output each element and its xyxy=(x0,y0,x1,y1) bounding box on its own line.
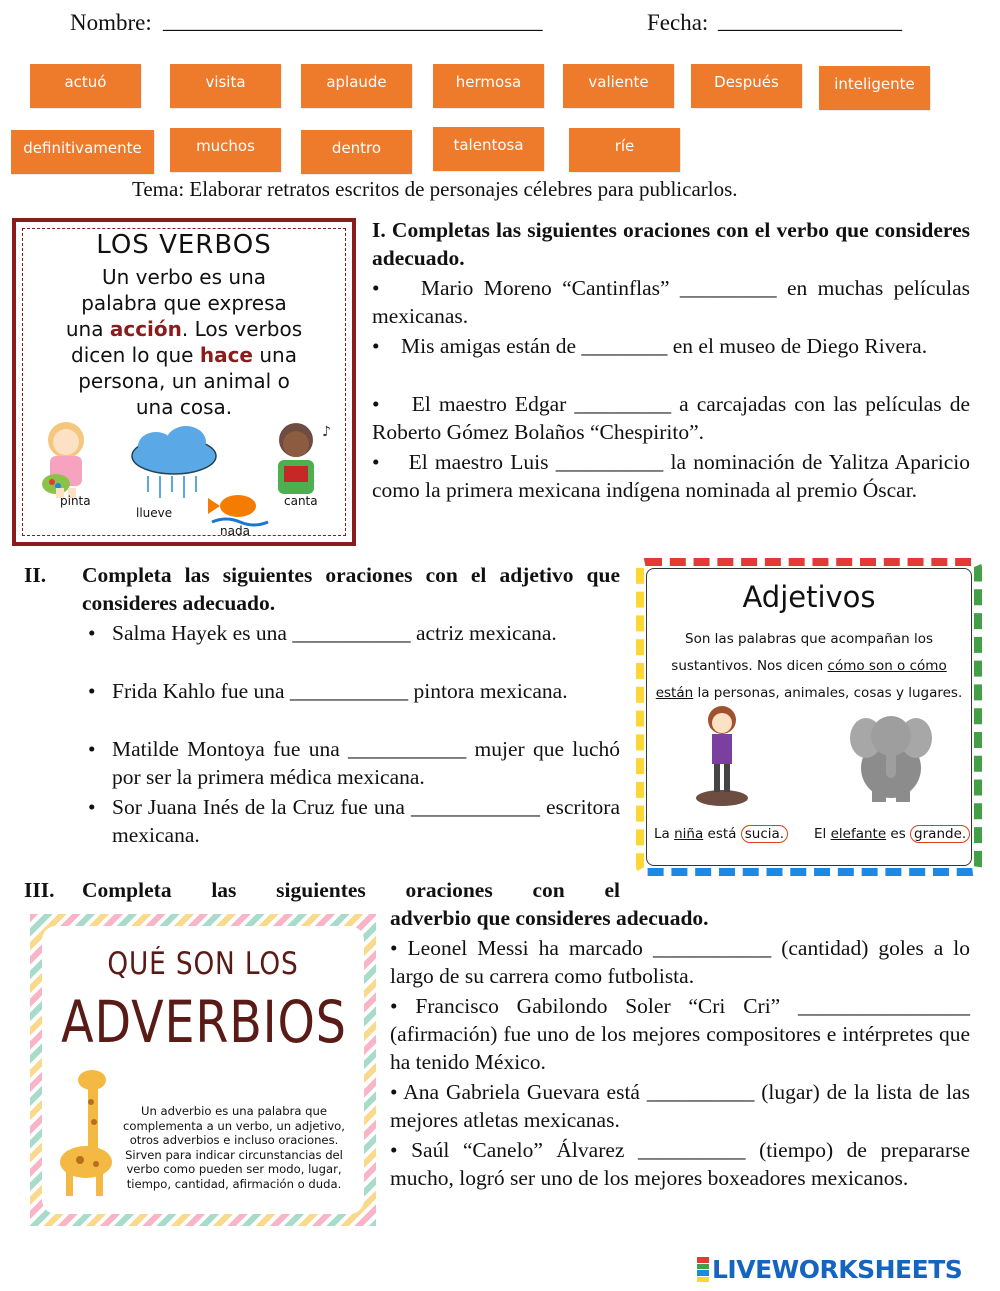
word-tag[interactable]: hermosa xyxy=(433,64,544,108)
adverbios-definition: Un adverbio es una palabra que complementa a un verbo, un adjetivo, otros adverbios e incluso oraciones. Sirven para indicar circunstancias del verbo como pueden ser modo, lugar, tiempo, cantidad, afirmación o duda. xyxy=(123,1104,345,1191)
word-tag[interactable]: definitivamente xyxy=(11,130,154,174)
section1-item: • Mario Moreno “Cantinflas” _________ en muchas películas mexicanas. xyxy=(372,276,971,328)
answer-blank[interactable]: ____________ xyxy=(410,795,540,819)
adjetivos-title: Adjetivos xyxy=(742,580,876,614)
adjetivos-caption-1: La niña está sucia. xyxy=(654,826,788,842)
adjetivos-caption-2: El elefante es grande. xyxy=(814,826,970,842)
answer-blank[interactable]: ___________ xyxy=(348,737,467,761)
bullet: • xyxy=(88,795,96,819)
cloud-illustration xyxy=(132,426,216,498)
answer-blank[interactable]: _________ xyxy=(679,276,777,300)
section1-title: I. Completas las siguientes oraciones con el verbo que consideres adecuado. xyxy=(372,218,970,270)
answer-blank[interactable]: ________________ xyxy=(798,994,970,1018)
svg-text:♪: ♪ xyxy=(322,424,331,440)
elephant-illustration xyxy=(850,716,932,802)
section1-item: • El maestro Edgar _________ a carcajadas con las películas de Roberto Gómez Bolaños “Chespirito”. xyxy=(372,392,971,444)
label-nada: nada xyxy=(220,524,250,538)
adjetivos-card xyxy=(636,558,982,876)
fecha-label: Fecha: xyxy=(647,10,709,35)
section1-item: • Mis amigas están de ________ en el museo de Diego Rivera. xyxy=(372,334,928,358)
section3-item: • Francisco Gabilondo Soler “Cri Cri” ________________ (afirmación) fue uno de los mejores compositores e intérpretes que ha tenido México. xyxy=(390,994,970,1074)
nombre-label: Nombre: xyxy=(70,10,152,35)
answer-blank[interactable]: ________ xyxy=(581,334,668,358)
word-tag[interactable]: talentosa xyxy=(433,127,544,171)
section2-item: Salma Hayek es una ___________ actriz mexicana. xyxy=(112,621,557,645)
liveworksheets-logo xyxy=(697,1255,962,1284)
word-tag[interactable]: aplaude xyxy=(301,64,412,108)
painting-girl-illustration xyxy=(42,422,84,498)
logo-text: LIVEWORKSHEETS xyxy=(712,1255,963,1284)
word-tag[interactable]: valiente xyxy=(563,64,674,108)
verbos-card xyxy=(12,218,356,546)
fish-illustration xyxy=(208,495,268,525)
logo-letters-icon xyxy=(697,1257,709,1282)
answer-blank[interactable]: __________ xyxy=(555,450,664,474)
answer-blank[interactable]: ___________ xyxy=(289,679,409,703)
bullet: • xyxy=(88,621,96,645)
section2-title: Completa las siguientes oraciones con el adjetivo que consideres adecuado. xyxy=(82,563,620,615)
fecha-field[interactable]: ________________ xyxy=(718,8,902,33)
word-tag[interactable]: ríe xyxy=(569,128,680,172)
section3-number: III. xyxy=(24,878,55,902)
bullet: • xyxy=(88,679,96,703)
answer-blank[interactable]: __________ xyxy=(646,1080,755,1104)
girl-illustration xyxy=(696,706,748,806)
label-canta: canta xyxy=(284,494,318,508)
label-pinta: pinta xyxy=(60,494,91,508)
adverbios-title-1: QUÉ SON LOS xyxy=(107,946,299,982)
word-tag[interactable]: muchos xyxy=(170,128,281,172)
section3-item: • Saúl “Canelo” Álvarez __________ (tiempo) de prepararse mucho, logró ser uno de los mejores boxeadores mexicanos. xyxy=(390,1138,971,1190)
word-tag[interactable]: Después xyxy=(691,64,802,108)
section3-item: • Ana Gabriela Guevara está __________ (lugar) de la lista de las mejores atletas mexicanas. xyxy=(390,1080,970,1132)
answer-blank[interactable]: ___________ xyxy=(652,936,772,960)
answer-blank[interactable]: ___________ xyxy=(292,621,411,645)
adverbios-title-2: ADVERBIOS xyxy=(61,988,347,1056)
section3-title-line2: adverbio que consideres adecuado. xyxy=(390,906,709,930)
section2-item: Frida Kahlo fue una ___________ pintora mexicana. xyxy=(112,679,568,703)
adjetivos-definition: Son las palabras que acompañan los sustantivos. Nos dicen cómo son o cómo están la personas, animales, cosas y lugares. xyxy=(655,631,963,701)
adjetivos-illustrations xyxy=(676,698,956,810)
nombre-field[interactable]: _________________________________ xyxy=(163,8,543,33)
verbos-illustrations xyxy=(26,418,346,536)
section3-item: • Leonel Messi ha marcado ___________ (cantidad) goles a lo largo de su carrera como futbolista. xyxy=(390,936,971,988)
word-tag[interactable]: actuó xyxy=(30,64,141,108)
verbos-title: LOS VERBOS xyxy=(96,230,272,260)
adverbios-card xyxy=(30,914,376,1226)
word-tag[interactable]: dentro xyxy=(301,130,412,174)
tema-text: Tema: Elaborar retratos escritos de personajes célebres para publicarlos. xyxy=(132,177,738,201)
section2-item: Matilde Montoya fue una ___________ mujer que luchó por ser la primera médica mexicana. xyxy=(112,737,621,789)
singing-boy-illustration xyxy=(278,423,331,494)
answer-blank[interactable]: __________ xyxy=(638,1138,746,1162)
section2-number: II. xyxy=(24,563,47,587)
word-tag[interactable]: visita xyxy=(170,64,281,108)
section3-title-line1: Completa las siguientes oraciones con el xyxy=(82,878,620,902)
label-llueve: llueve xyxy=(136,506,173,520)
bullet: • xyxy=(88,737,96,761)
section1-item: • El maestro Luis __________ la nominación de Yalitza Aparicio como la primera mexicana indígena nominada al premio Óscar. xyxy=(372,450,971,502)
verbos-definition: Un verbo es una palabra que expresa una acción. Los verbos dicen lo que hace una persona, un animal o una cosa. xyxy=(65,265,303,419)
section2-item: Sor Juana Inés de la Cruz fue una ____________ escritora mexicana. xyxy=(112,795,620,847)
word-tag[interactable]: inteligente xyxy=(819,66,930,110)
answer-blank[interactable]: _________ xyxy=(574,392,672,416)
